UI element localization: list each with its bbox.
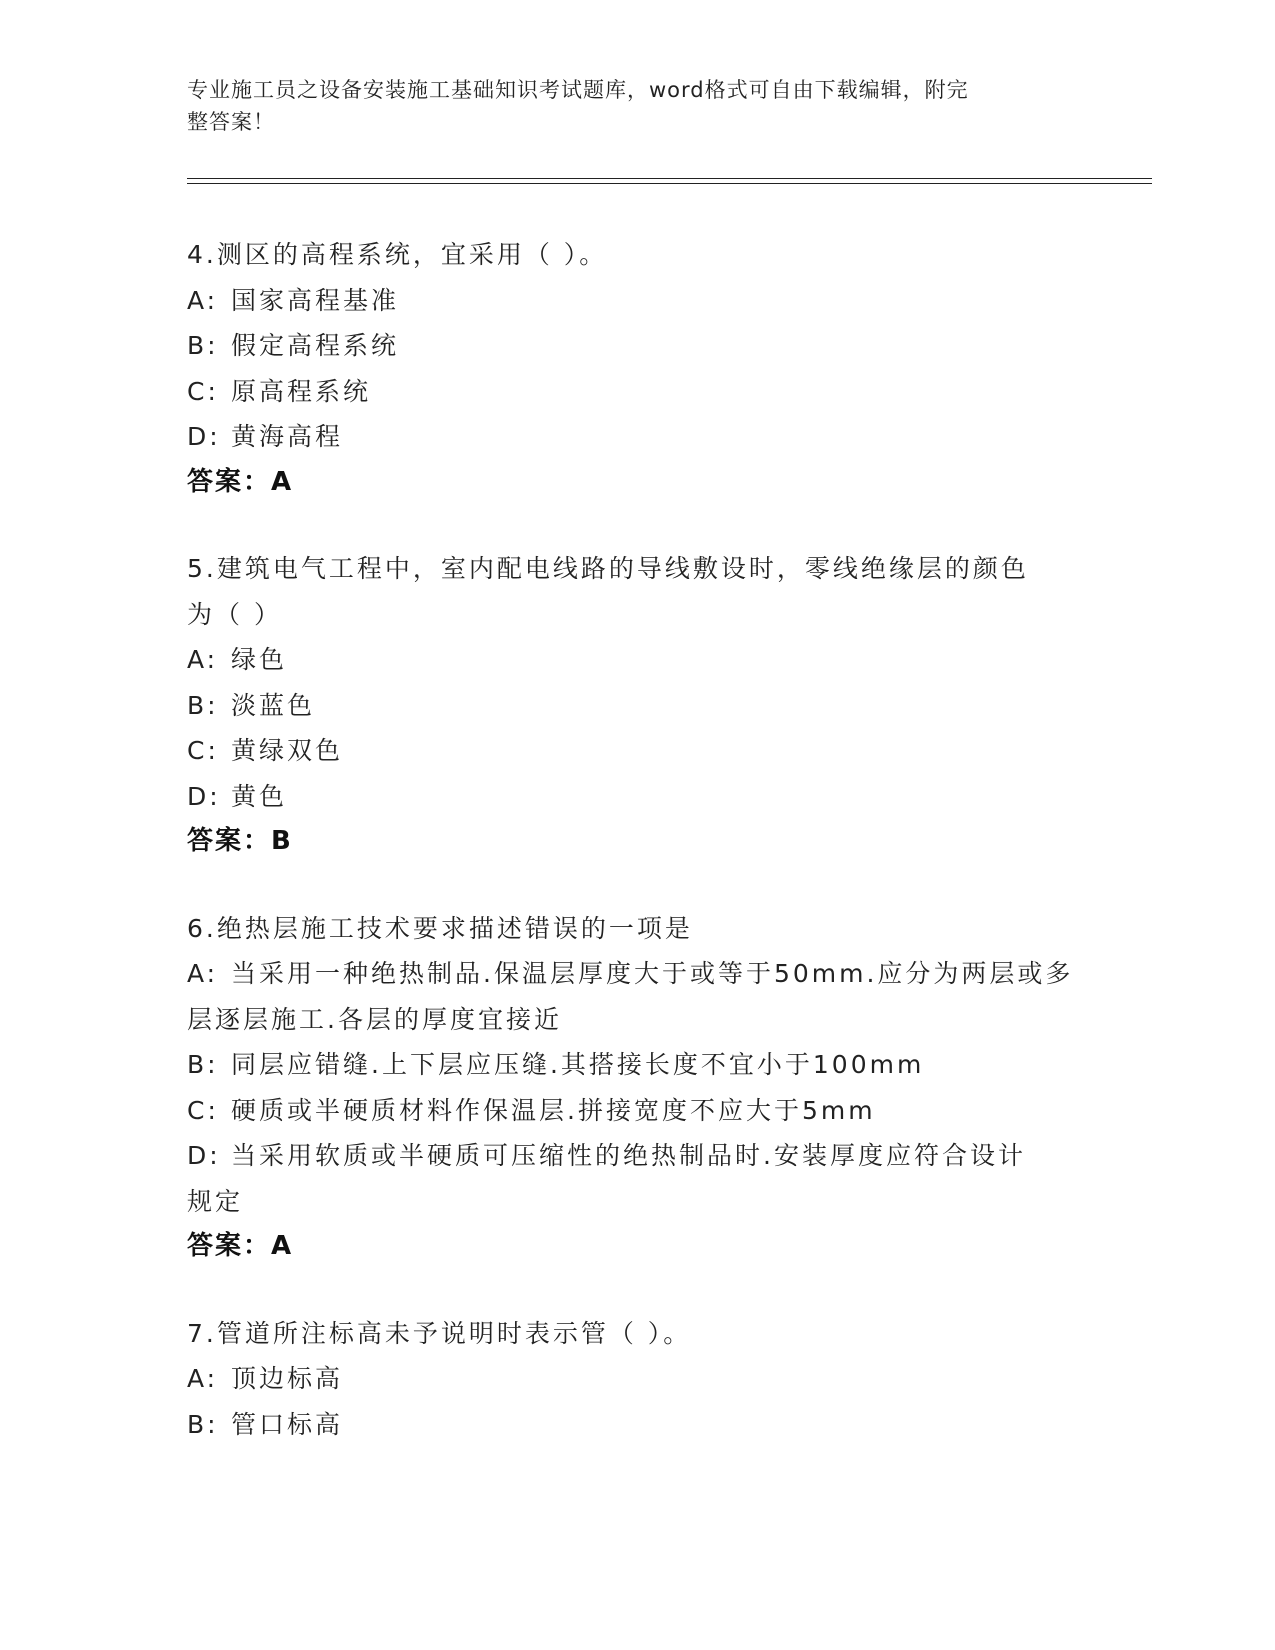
option-text: 同层应错缝.上下层应压缝.其搭接长度不宜小于100mm	[231, 1050, 925, 1079]
option-text: 当采用一种绝热制品.保温层厚度大于或等于50mm.应分为两层或多	[231, 959, 1074, 988]
answer-option	[187, 323, 1087, 369]
option-text: 管口标高	[231, 1409, 344, 1439]
option-text: 顶边标高	[231, 1364, 344, 1393]
answer-option	[187, 774, 1087, 820]
option-key: A:	[187, 645, 219, 674]
option-key: C:	[187, 376, 219, 406]
answer-key: 答案：B	[187, 826, 293, 856]
option-key: D:	[187, 1141, 221, 1170]
answer-option	[187, 1088, 1087, 1134]
option-text: 绿色	[231, 645, 288, 674]
option-text: 黄色	[231, 781, 288, 811]
answer-option	[187, 1042, 1087, 1088]
option-key: A:	[187, 1364, 219, 1393]
option-key: B:	[187, 331, 219, 360]
question-stem: 6.绝热层施工技术要求描述错误的一项是	[187, 913, 693, 943]
option-key: C:	[187, 1095, 219, 1125]
option-key: A:	[187, 285, 219, 315]
header-line-2: 整答案！	[187, 110, 275, 134]
question-block	[187, 906, 1087, 1270]
answer-option	[187, 369, 1087, 415]
answer-key: 答案：A	[187, 466, 294, 497]
option-text: 淡蓝色	[231, 690, 316, 720]
answer-option	[187, 728, 1087, 774]
option-text: 国家高程基准	[231, 285, 400, 315]
option-text: 原高程系统	[231, 376, 372, 406]
option-text: 硬质或半硬质材料作保温层.拼接宽度不应大于5mm	[231, 1095, 876, 1125]
answer-option	[187, 683, 1087, 729]
option-key: C:	[187, 736, 219, 765]
question-stem: 为（ ）	[187, 599, 282, 629]
question-stem: 5.建筑电气工程中，室内配电线路的导线敷设时，零线绝缘层的颜色	[187, 554, 1029, 583]
answer-option	[187, 951, 1087, 997]
answer-option	[187, 1356, 1087, 1402]
answer-option	[187, 278, 1087, 324]
option-text: 当采用软质或半硬质可压缩性的绝热制品时.安装厚度应符合设计	[231, 1141, 1026, 1170]
option-text: 假定高程系统	[231, 331, 400, 360]
answer-key: 答案：A	[187, 1231, 294, 1261]
answer-option: 规定	[187, 1186, 244, 1216]
option-key: B:	[187, 690, 219, 720]
answer-option	[187, 637, 1087, 683]
question-stem: 7.管道所注标高未予说明时表示管（ ）。	[187, 1318, 692, 1348]
question-block	[187, 1311, 1087, 1448]
option-text: 黄绿双色	[231, 736, 344, 765]
header-divider-bottom	[187, 183, 1152, 184]
header-line-1: 专业施工员之设备安装施工基础知识考试题库，word格式可自由下载编辑，附完	[187, 78, 969, 102]
option-key: D:	[187, 422, 221, 451]
question-stem: 4.测区的高程系统，宜采用（ ）。	[187, 240, 608, 269]
answer-option	[187, 1133, 1087, 1179]
document-header	[187, 74, 1067, 138]
header-divider-top	[187, 178, 1152, 179]
answer-option	[187, 1402, 1087, 1448]
option-key: B:	[187, 1409, 219, 1439]
option-key: D:	[187, 781, 221, 811]
option-key: A:	[187, 959, 219, 988]
answer-option: 层逐层施工.各层的厚度宜接近	[187, 1004, 562, 1034]
question-list	[187, 232, 1087, 1488]
question-block	[187, 546, 1087, 865]
option-text: 黄海高程	[231, 422, 344, 451]
option-key: B:	[187, 1050, 219, 1079]
question-block	[187, 232, 1087, 505]
answer-option	[187, 414, 1087, 460]
